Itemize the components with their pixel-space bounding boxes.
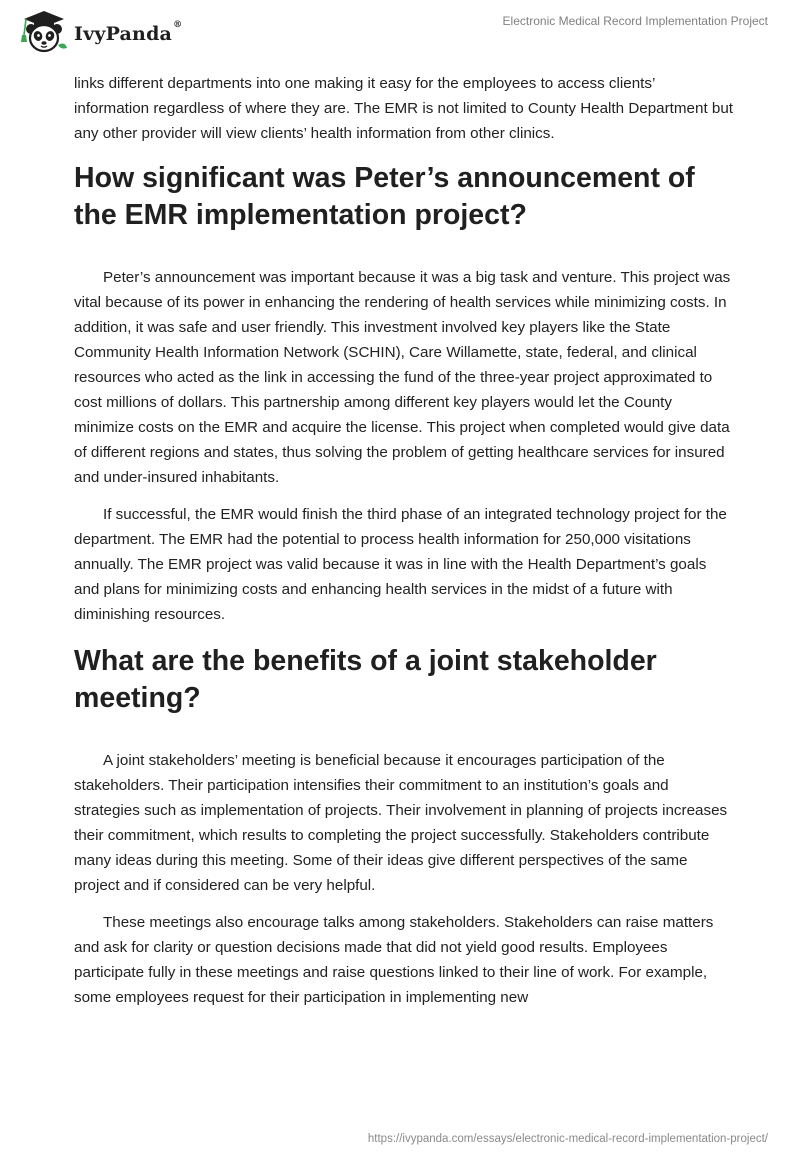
section-1-paragraph-1: Peter’s announcement was important because it was a big task and venture. This project was vital because of its power in enhancing the rendering of health services while minimizing costs. In addition, it was safe and user friendly. This investment involved key players like the State Community Health Information Network (SCHIN), Care Willamette, state, federal, and clinical resources who acted as the link in accessing the fund of the three-year project approximated to cost millions of dollars. This partnership among different key players would let the County minimize costs on the EMR and acquire the license. This project when completed would give data of different regions and states, thus solving the problem of getting healthcare services for insured and under-insured inhabitants. xyxy=(74,269,731,486)
section-1-paragraph-2: If successful, the EMR would finish the third phase of an integrated technology project for the department. The EMR had the potential to process health information for 250,000 visitations annually. The EMR project was valid because it was in line with the Health Department’s goals and plans for minimizing costs and enhancing health services in the midst of a future with diminishing resources. xyxy=(74,506,727,623)
ivypanda-logo[interactable] xyxy=(14,8,182,54)
registered-mark: ® xyxy=(173,20,183,30)
essay-content xyxy=(74,71,734,1022)
page-header xyxy=(0,0,800,60)
document-title: Electronic Medical Record Implementation Project xyxy=(502,14,768,28)
section-heading-stakeholder-meeting: What are the benefits of a joint stakeholder meeting? xyxy=(74,645,657,714)
panda-graduate-logo-icon xyxy=(14,8,70,54)
source-url[interactable]: https://ivypanda.com/essays/electronic-medical-record-implementation-project/ xyxy=(367,1133,768,1145)
section-heading-peter-announcement: How significant was Peter’s announcement of the EMR implementation project? xyxy=(74,162,695,231)
intro-paragraph: links different departments into one making it easy for the employees to access clients’ information regardless of where they are. The EMR is not limited to County Health Department but any other provider will view clients’ health information from other clinics. xyxy=(74,75,734,142)
section-2-paragraph-1: A joint stakeholders’ meeting is beneficial because it encourages participation of the stakeholders. Their participation intensifies their commitment to an institution’s goals and strategies such as implementation of projects. Their involvement in planning of projects increases their commitment, which results to completing the project successfully. Stakeholders contribute many ideas during this meeting. Some of their ideas give different perspectives of the same project and if considered can be very helpful. xyxy=(74,752,728,894)
brand-name: IvyPanda® xyxy=(74,20,183,45)
section-2-paragraph-2: These meetings also encourage talks among stakeholders. Stakeholders can raise matters and ask for clarity or question decisions made that did not yield good results. Employees participate fully in these meetings and raise questions linked to their line of work. For example, some employees request for their participation in implementing new xyxy=(74,914,714,1006)
